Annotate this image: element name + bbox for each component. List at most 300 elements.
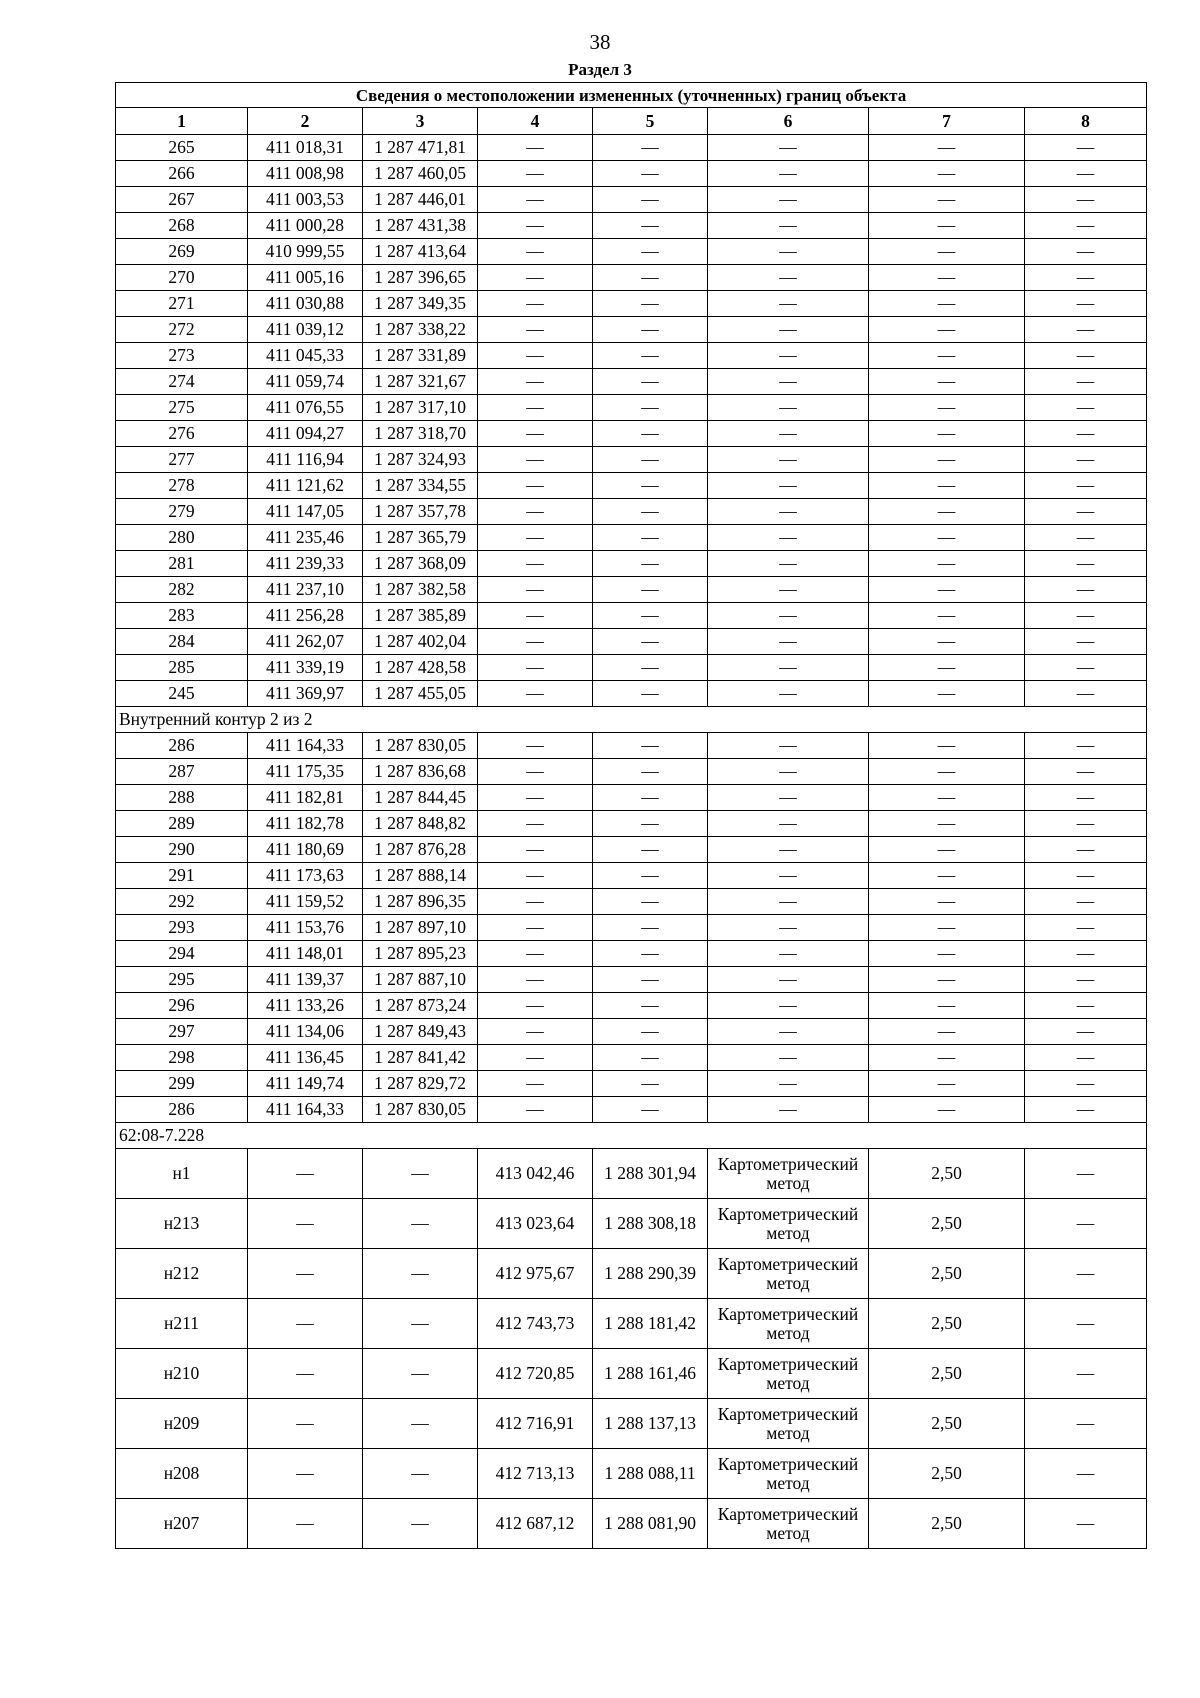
table-cell-col3: 1 287 431,38 xyxy=(363,213,478,239)
table-cell-col3: 1 287 317,10 xyxy=(363,395,478,421)
table-cell-col8: — xyxy=(1025,967,1147,993)
table-cell-col7: — xyxy=(869,317,1025,343)
table-cell-col7: 2,50 xyxy=(869,1149,1025,1199)
table-cell-col6: — xyxy=(708,733,869,759)
table-cell-col1: 291 xyxy=(116,863,248,889)
table-cell-col2: 411 076,55 xyxy=(248,395,363,421)
table-caption: Сведения о местоположении измененных (уточненных) границ объекта xyxy=(116,83,1147,108)
table-cell-col8: — xyxy=(1025,1299,1147,1349)
table-cell-col8: — xyxy=(1025,1019,1147,1045)
table-cell-col8: — xyxy=(1025,837,1147,863)
table-cell-col3: 1 287 324,93 xyxy=(363,447,478,473)
table-cell-col4: — xyxy=(478,967,593,993)
table-cell-col7: 2,50 xyxy=(869,1499,1025,1549)
table-cell-col1: 266 xyxy=(116,161,248,187)
table-row xyxy=(116,499,1147,525)
table-cell-col4: 413 042,46 xyxy=(478,1149,593,1199)
table-cell-col2: 411 148,01 xyxy=(248,941,363,967)
table-cell-col7: — xyxy=(869,863,1025,889)
table-cell-col4: — xyxy=(478,863,593,889)
table-cell-col4: — xyxy=(478,369,593,395)
table-cell-col8: — xyxy=(1025,317,1147,343)
table-cell-col8: — xyxy=(1025,1249,1147,1299)
table-cell-col3: — xyxy=(363,1449,478,1499)
table-row xyxy=(116,1299,1147,1349)
table-cell-col2: 411 059,74 xyxy=(248,369,363,395)
table-cell-col1: 271 xyxy=(116,291,248,317)
table-cell-col3: — xyxy=(363,1249,478,1299)
table-cell-col5: 1 288 137,13 xyxy=(593,1399,708,1449)
table-cell-col8: — xyxy=(1025,161,1147,187)
table-cell-col5: — xyxy=(593,421,708,447)
table-cell-col5: 1 288 308,18 xyxy=(593,1199,708,1249)
table-cell-col2: 411 339,19 xyxy=(248,655,363,681)
section-title: Раздел 3 xyxy=(568,60,632,79)
table-cell-col6: — xyxy=(708,785,869,811)
table-row xyxy=(116,1249,1147,1299)
table-cell-col6: — xyxy=(708,447,869,473)
table-cell-col6: — xyxy=(708,473,869,499)
table-row xyxy=(116,915,1147,941)
table-cell-col8: — xyxy=(1025,1149,1147,1199)
table-cell-col1: н213 xyxy=(116,1199,248,1249)
table-cell-col6: — xyxy=(708,759,869,785)
table-cell-col6: — xyxy=(708,577,869,603)
table-cell-col7: — xyxy=(869,1045,1025,1071)
table-cell-col8: — xyxy=(1025,213,1147,239)
table-row xyxy=(116,317,1147,343)
table-cell-col6: — xyxy=(708,135,869,161)
table-cell-col5: — xyxy=(593,863,708,889)
table-cell-col3: 1 287 887,10 xyxy=(363,967,478,993)
table-cell-col7: — xyxy=(869,915,1025,941)
table-caption-row xyxy=(116,83,1147,108)
table-cell-col7: — xyxy=(869,343,1025,369)
table-cell-col1: 297 xyxy=(116,1019,248,1045)
table-cell-col5: — xyxy=(593,1019,708,1045)
table-cell-col6: — xyxy=(708,213,869,239)
table-header-row xyxy=(116,108,1147,135)
table-cell-col8: — xyxy=(1025,1045,1147,1071)
table-cell-col4: — xyxy=(478,291,593,317)
table-body xyxy=(116,83,1147,1549)
table-cell-col3: 1 287 896,35 xyxy=(363,889,478,915)
table-cell-col4: 412 687,12 xyxy=(478,1499,593,1549)
table-cell-col1: 274 xyxy=(116,369,248,395)
table-cell-col3: 1 287 357,78 xyxy=(363,499,478,525)
table-cell-col1: 284 xyxy=(116,629,248,655)
table-cell-col5: — xyxy=(593,941,708,967)
table-cell-col5: 1 288 088,11 xyxy=(593,1449,708,1499)
table-cell-col1: 295 xyxy=(116,967,248,993)
table-cell-col1: 273 xyxy=(116,343,248,369)
table-cell-col7: — xyxy=(869,135,1025,161)
table-row xyxy=(116,603,1147,629)
table-cell-col3: — xyxy=(363,1199,478,1249)
table-cell-col1: 277 xyxy=(116,447,248,473)
table-cell-col2: — xyxy=(248,1299,363,1349)
table-cell-col3: 1 287 321,67 xyxy=(363,369,478,395)
table-cell-col8: — xyxy=(1025,1071,1147,1097)
table-cell-col6: — xyxy=(708,681,869,707)
table-cell-col4: — xyxy=(478,317,593,343)
table-cell-col8: — xyxy=(1025,499,1147,525)
table-cell-col6: — xyxy=(708,967,869,993)
table-row xyxy=(116,265,1147,291)
table-cell-col4: — xyxy=(478,343,593,369)
table-cell-col3: 1 287 876,28 xyxy=(363,837,478,863)
table-cell-col3: 1 287 873,24 xyxy=(363,993,478,1019)
table-cell-col3: 1 287 318,70 xyxy=(363,421,478,447)
table-cell-col7: — xyxy=(869,655,1025,681)
table-cell-col4: — xyxy=(478,1071,593,1097)
table-cell-col2: 411 182,78 xyxy=(248,811,363,837)
table-cell-col2: 411 003,53 xyxy=(248,187,363,213)
table-cell-col4: — xyxy=(478,1019,593,1045)
table-row xyxy=(116,1019,1147,1045)
table-cell-col6: — xyxy=(708,811,869,837)
table-cell-col3: 1 287 455,05 xyxy=(363,681,478,707)
table-cell-col4: — xyxy=(478,525,593,551)
table-row xyxy=(116,1045,1147,1071)
table-cell-col5: 1 288 081,90 xyxy=(593,1499,708,1549)
table-cell-col3: 1 287 471,81 xyxy=(363,135,478,161)
table-cell-col2: — xyxy=(248,1249,363,1299)
table-cell-col1: 286 xyxy=(116,1097,248,1123)
table-cell-col6: — xyxy=(708,421,869,447)
table-cell-col8: — xyxy=(1025,577,1147,603)
table-cell-col6: — xyxy=(708,837,869,863)
table-cell-col4: — xyxy=(478,421,593,447)
table-cell-col1: 276 xyxy=(116,421,248,447)
table-cell-col8: — xyxy=(1025,265,1147,291)
table-cell-col3: 1 287 428,58 xyxy=(363,655,478,681)
table-cell-col6: — xyxy=(708,863,869,889)
contour-group-row xyxy=(116,707,1147,733)
table-cell-col4: — xyxy=(478,993,593,1019)
table-row xyxy=(116,811,1147,837)
table-cell-col8: — xyxy=(1025,187,1147,213)
table-cell-col4: — xyxy=(478,655,593,681)
table-cell-col5: — xyxy=(593,629,708,655)
table-cell-col3: 1 287 446,01 xyxy=(363,187,478,213)
table-cell-col8: — xyxy=(1025,603,1147,629)
table-cell-col1: 282 xyxy=(116,577,248,603)
table-cell-col7: — xyxy=(869,187,1025,213)
table-cell-col8: — xyxy=(1025,941,1147,967)
table-row xyxy=(116,759,1147,785)
table-cell-col2: 411 116,94 xyxy=(248,447,363,473)
table-cell-col7: — xyxy=(869,785,1025,811)
table-cell-col5: — xyxy=(593,681,708,707)
table-cell-col4: — xyxy=(478,551,593,577)
table-row xyxy=(116,395,1147,421)
table-row xyxy=(116,135,1147,161)
table-cell-col7: — xyxy=(869,759,1025,785)
table-cell-col1: 292 xyxy=(116,889,248,915)
table-cell-col2: 411 235,46 xyxy=(248,525,363,551)
table-cell-col3: 1 287 396,65 xyxy=(363,265,478,291)
table-cell-col8: — xyxy=(1025,551,1147,577)
table-cell-col8: — xyxy=(1025,681,1147,707)
table-cell-col1: 290 xyxy=(116,837,248,863)
table-cell-col6: — xyxy=(708,1097,869,1123)
table-cell-col6: — xyxy=(708,941,869,967)
table-cell-col6: Картометрический метод xyxy=(708,1449,869,1499)
table-cell-col5: — xyxy=(593,317,708,343)
table-cell-col3: 1 287 888,14 xyxy=(363,863,478,889)
table-cell-col8: — xyxy=(1025,343,1147,369)
table-cell-col1: н209 xyxy=(116,1399,248,1449)
table-row xyxy=(116,369,1147,395)
table-cell-col2: 411 180,69 xyxy=(248,837,363,863)
table-row xyxy=(116,447,1147,473)
table-row xyxy=(116,993,1147,1019)
table-cell-col2: 411 030,88 xyxy=(248,291,363,317)
table-cell-col4: — xyxy=(478,161,593,187)
column-header: 6 xyxy=(708,108,869,135)
table-cell-col4: — xyxy=(478,1045,593,1071)
table-cell-col8: — xyxy=(1025,1097,1147,1123)
table-row xyxy=(116,1071,1147,1097)
table-cell-col8: — xyxy=(1025,889,1147,915)
table-row xyxy=(116,733,1147,759)
table-cell-col7: — xyxy=(869,369,1025,395)
table-row xyxy=(116,655,1147,681)
table-cell-col3: 1 287 895,23 xyxy=(363,941,478,967)
table-cell-col6: Картометрический метод xyxy=(708,1199,869,1249)
table-cell-col1: 275 xyxy=(116,395,248,421)
table-cell-col1: 293 xyxy=(116,915,248,941)
table-cell-col4: — xyxy=(478,577,593,603)
table-row xyxy=(116,187,1147,213)
table-cell-col5: — xyxy=(593,239,708,265)
column-header: 7 xyxy=(869,108,1025,135)
table-cell-col3: 1 287 365,79 xyxy=(363,525,478,551)
table-cell-col5: 1 288 181,42 xyxy=(593,1299,708,1349)
table-cell-col5: 1 288 290,39 xyxy=(593,1249,708,1299)
table-cell-col8: — xyxy=(1025,421,1147,447)
table-cell-col2: 411 045,33 xyxy=(248,343,363,369)
table-cell-col2: 411 147,05 xyxy=(248,499,363,525)
table-cell-col4: — xyxy=(478,915,593,941)
column-header: 1 xyxy=(116,108,248,135)
table-cell-col3: 1 287 841,42 xyxy=(363,1045,478,1071)
table-cell-col4: — xyxy=(478,785,593,811)
table-cell-col4: 412 716,91 xyxy=(478,1399,593,1449)
table-row xyxy=(116,473,1147,499)
table-cell-col4: — xyxy=(478,473,593,499)
table-cell-col3: 1 287 331,89 xyxy=(363,343,478,369)
table-cell-col6: — xyxy=(708,161,869,187)
table-cell-col2: 411 175,35 xyxy=(248,759,363,785)
table-cell-col1: 272 xyxy=(116,317,248,343)
table-row xyxy=(116,681,1147,707)
table-cell-col2: 411 262,07 xyxy=(248,629,363,655)
table-cell-col7: — xyxy=(869,629,1025,655)
table-cell-col1: 278 xyxy=(116,473,248,499)
table-cell-col5: — xyxy=(593,733,708,759)
table-cell-col7: — xyxy=(869,889,1025,915)
table-cell-col5: — xyxy=(593,655,708,681)
table-cell-col3: 1 287 460,05 xyxy=(363,161,478,187)
column-header: 3 xyxy=(363,108,478,135)
table-cell-col8: — xyxy=(1025,1199,1147,1249)
table-cell-col7: — xyxy=(869,447,1025,473)
table-cell-col2: 410 999,55 xyxy=(248,239,363,265)
table-cell-col8: — xyxy=(1025,655,1147,681)
table-cell-col4: — xyxy=(478,213,593,239)
table-cell-col2: 411 121,62 xyxy=(248,473,363,499)
table-row xyxy=(116,577,1147,603)
table-cell-col4: — xyxy=(478,1097,593,1123)
table-cell-col3: 1 287 848,82 xyxy=(363,811,478,837)
table-cell-col1: 245 xyxy=(116,681,248,707)
table-row xyxy=(116,551,1147,577)
table-cell-col3: 1 287 334,55 xyxy=(363,473,478,499)
table-row xyxy=(116,1449,1147,1499)
table-row xyxy=(116,421,1147,447)
table-cell-col2: — xyxy=(248,1449,363,1499)
table-cell-col5: — xyxy=(593,395,708,421)
table-cell-col5: — xyxy=(593,1097,708,1123)
table-cell-col7: 2,50 xyxy=(869,1199,1025,1249)
table-cell-col4: 412 720,85 xyxy=(478,1349,593,1399)
table-cell-col6: — xyxy=(708,265,869,291)
table-cell-col6: — xyxy=(708,187,869,213)
table-cell-col3: 1 287 830,05 xyxy=(363,733,478,759)
table-cell-col5: — xyxy=(593,551,708,577)
table-cell-col5: — xyxy=(593,889,708,915)
table-row xyxy=(116,941,1147,967)
contour-group-label: Внутренний контур 2 из 2 xyxy=(116,707,1147,733)
column-header: 5 xyxy=(593,108,708,135)
table-cell-col1: 296 xyxy=(116,993,248,1019)
table-cell-col6: Картометрический метод xyxy=(708,1149,869,1199)
table-cell-col5: 1 288 161,46 xyxy=(593,1349,708,1399)
table-cell-col2: 411 018,31 xyxy=(248,135,363,161)
table-cell-col6: Картометрический метод xyxy=(708,1349,869,1399)
table-cell-col8: — xyxy=(1025,525,1147,551)
table-cell-col7: — xyxy=(869,551,1025,577)
table-cell-col5: — xyxy=(593,499,708,525)
contour-group-row xyxy=(116,1123,1147,1149)
table-row xyxy=(116,213,1147,239)
table-cell-col7: — xyxy=(869,291,1025,317)
table-cell-col8: — xyxy=(1025,811,1147,837)
table-cell-col3: 1 287 849,43 xyxy=(363,1019,478,1045)
table-cell-col3: — xyxy=(363,1349,478,1399)
table-cell-col6: — xyxy=(708,525,869,551)
table-cell-col7: — xyxy=(869,967,1025,993)
table-cell-col3: 1 287 830,05 xyxy=(363,1097,478,1123)
column-header: 8 xyxy=(1025,108,1147,135)
table-cell-col7: 2,50 xyxy=(869,1249,1025,1299)
table-row xyxy=(116,161,1147,187)
table-cell-col5: — xyxy=(593,603,708,629)
table-cell-col2: 411 256,28 xyxy=(248,603,363,629)
table-cell-col5: — xyxy=(593,525,708,551)
table-cell-col7: — xyxy=(869,161,1025,187)
table-cell-col2: — xyxy=(248,1149,363,1199)
table-cell-col3: 1 287 413,64 xyxy=(363,239,478,265)
table-cell-col5: — xyxy=(593,967,708,993)
table-row xyxy=(116,291,1147,317)
table-cell-col5: — xyxy=(593,915,708,941)
table-cell-col2: 411 164,33 xyxy=(248,733,363,759)
table-cell-col8: — xyxy=(1025,135,1147,161)
table-cell-col6: Картометрический метод xyxy=(708,1299,869,1349)
table-cell-col7: — xyxy=(869,1097,1025,1123)
table-cell-col2: 411 369,97 xyxy=(248,681,363,707)
table-cell-col4: — xyxy=(478,239,593,265)
table-cell-col8: — xyxy=(1025,759,1147,785)
table-cell-col7: — xyxy=(869,239,1025,265)
table-cell-col1: 298 xyxy=(116,1045,248,1071)
contour-group-label: 62:08-7.228 xyxy=(116,1123,1147,1149)
table-cell-col7: 2,50 xyxy=(869,1449,1025,1499)
table-cell-col2: 411 173,63 xyxy=(248,863,363,889)
table-row xyxy=(116,889,1147,915)
table-cell-col4: 412 713,13 xyxy=(478,1449,593,1499)
table-cell-col6: — xyxy=(708,343,869,369)
table-cell-col8: — xyxy=(1025,863,1147,889)
table-cell-col6: — xyxy=(708,395,869,421)
table-cell-col7: — xyxy=(869,213,1025,239)
table-cell-col4: — xyxy=(478,941,593,967)
table-cell-col1: 265 xyxy=(116,135,248,161)
table-cell-col1: 286 xyxy=(116,733,248,759)
column-header: 4 xyxy=(478,108,593,135)
table-cell-col2: 411 000,28 xyxy=(248,213,363,239)
table-cell-col2: — xyxy=(248,1349,363,1399)
table-cell-col2: 411 133,26 xyxy=(248,993,363,1019)
table-cell-col3: 1 287 844,45 xyxy=(363,785,478,811)
table-cell-col3: 1 287 368,09 xyxy=(363,551,478,577)
table-cell-col6: — xyxy=(708,499,869,525)
table-cell-col5: — xyxy=(593,187,708,213)
table-cell-col5: — xyxy=(593,265,708,291)
table-cell-col6: — xyxy=(708,369,869,395)
table-row xyxy=(116,1499,1147,1549)
table-cell-col5: — xyxy=(593,785,708,811)
table-cell-col5: — xyxy=(593,837,708,863)
table-cell-col7: 2,50 xyxy=(869,1349,1025,1399)
table-row xyxy=(116,837,1147,863)
table-cell-col6: — xyxy=(708,551,869,577)
table-cell-col1: 289 xyxy=(116,811,248,837)
table-cell-col6: — xyxy=(708,291,869,317)
table-cell-col8: — xyxy=(1025,993,1147,1019)
table-cell-col2: — xyxy=(248,1399,363,1449)
table-cell-col4: 412 743,73 xyxy=(478,1299,593,1349)
table-cell-col1: н1 xyxy=(116,1149,248,1199)
table-cell-col8: — xyxy=(1025,1399,1147,1449)
table-cell-col8: — xyxy=(1025,629,1147,655)
table-cell-col7: — xyxy=(869,421,1025,447)
table-cell-col3: — xyxy=(363,1399,478,1449)
table-cell-col7: — xyxy=(869,733,1025,759)
table-cell-col2: 411 239,33 xyxy=(248,551,363,577)
table-cell-col3: 1 287 338,22 xyxy=(363,317,478,343)
table-cell-col1: н212 xyxy=(116,1249,248,1299)
boundary-table xyxy=(115,82,1147,1549)
table-cell-col6: — xyxy=(708,603,869,629)
table-cell-col8: — xyxy=(1025,369,1147,395)
table-row xyxy=(116,525,1147,551)
table-cell-col7: 2,50 xyxy=(869,1299,1025,1349)
table-cell-col6: — xyxy=(708,629,869,655)
